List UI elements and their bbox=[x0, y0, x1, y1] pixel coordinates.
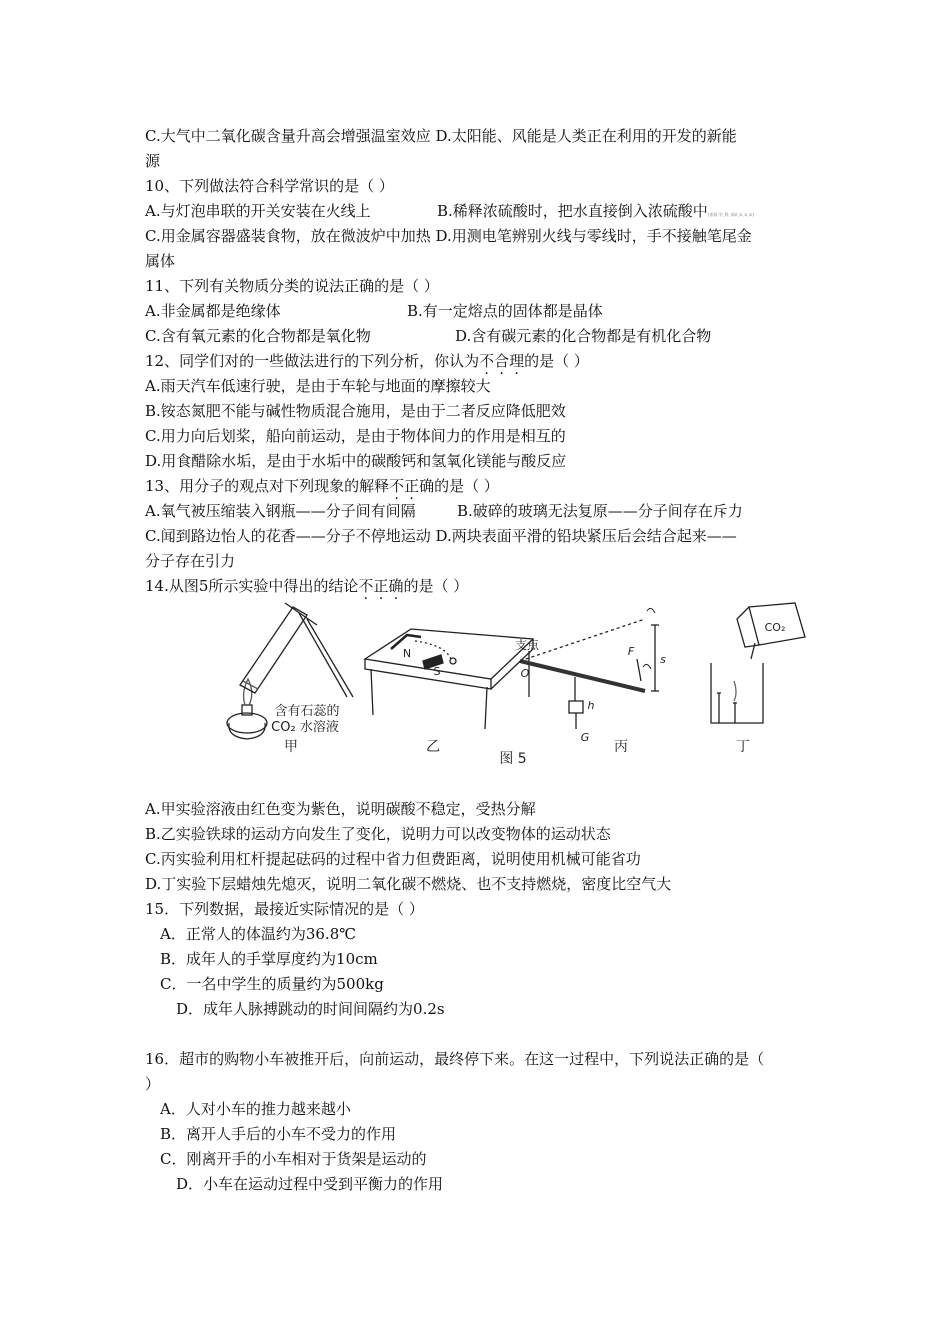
question-11: 11、下列有关物质分类的说法正确的是（ ） bbox=[145, 277, 439, 295]
experiment-yi-apparatus bbox=[365, 629, 533, 729]
q14-option-b: B.乙实验铁球的运动方向发生了变化，说明力可以改变物体的运动状态 bbox=[145, 825, 611, 843]
source-watermark: [来源:学_科_网Z_X_X_K] bbox=[707, 212, 754, 217]
figure-caption: 图 5 bbox=[499, 751, 527, 767]
q12-option-d: D.用食醋除水垢，是由于水垢中的碳酸钙和氢氧化镁能与酸反应 bbox=[145, 452, 567, 470]
option-line-cont: 源 bbox=[145, 152, 161, 170]
label-jia: 甲 bbox=[284, 739, 298, 755]
weight-g-label: G bbox=[580, 731, 590, 744]
q11-options-ab bbox=[145, 301, 603, 321]
q14-stem: 14.从图5所示实验中得出的结论 bbox=[145, 577, 359, 595]
q10-option-a: A.与灯泡串联的开关安装在火线上 bbox=[145, 202, 371, 220]
q11-option-a: A.非金属都是绝缘体 bbox=[145, 302, 281, 320]
option-line: C.大气中二氧化碳含量升高会增强温室效应 D.太阳能、风能是人类正在利用的开发的新能 bbox=[145, 127, 737, 145]
q14-option-a: A.甲实验溶液由红色变为紫色，说明碳酸不稳定，受热分解 bbox=[145, 800, 536, 818]
figure-5 bbox=[215, 597, 830, 773]
q16-option-a: A．人对小车的推力越来越小 bbox=[160, 1100, 351, 1118]
question-15: 15．下列数据，最接近实际情况的是（ ） bbox=[145, 900, 424, 918]
magnet-s-label: S bbox=[433, 665, 441, 678]
q13-option-d-cont: 分子存在引力 bbox=[145, 552, 236, 570]
q13-stem-end: 确的是（ ） bbox=[419, 477, 499, 495]
distance-s-label: s bbox=[660, 653, 666, 666]
q12-stem: 12、同学们对的一些做法进行的下列分析，你认为 bbox=[145, 352, 480, 370]
q15-option-b: B．成年人的手掌厚度约为10cm bbox=[160, 950, 378, 968]
q14-option-c: C.丙实验利用杠杆提起砝码的过程中省力但费距离，说明使用机械可能省功 bbox=[145, 850, 641, 868]
q11-options-cd bbox=[145, 326, 711, 346]
label-bing: 丙 bbox=[614, 739, 628, 755]
experiment-ding-apparatus bbox=[711, 603, 805, 723]
q13-option-b: B.破碎的玻璃无法复原——分子间存在斥力 bbox=[457, 502, 743, 520]
emphasis-char: 不 bbox=[389, 477, 405, 495]
question-16: 16．超市的购物小车被推开后，向前运动，最终停下来。在这一过程中，下列说法正确的是（ bbox=[145, 1050, 765, 1068]
emphasis-char: 确 bbox=[388, 577, 404, 595]
q16-option-b: B．离开人手后的小车不受力的作用 bbox=[160, 1125, 397, 1143]
q11-option-d: D.含有碳元素的化合物都是有机化合物 bbox=[455, 327, 712, 345]
fulcrum-label: 支点 bbox=[514, 638, 540, 652]
solution-label-line1: 含有石蕊的 bbox=[274, 704, 340, 719]
q12-stem-end: 的是（ ） bbox=[524, 352, 589, 370]
question-14 bbox=[145, 576, 468, 596]
question-10: 10、下列做法符合科学常识的是（ ） bbox=[145, 177, 394, 195]
q14-stem-end: 的是（ ） bbox=[403, 577, 469, 595]
q10-options-cd: C.用金属容器盛装食物，放在微波炉中加热 D.用测电笔辨别火线与零线时，手不接触笔尾金 bbox=[145, 227, 752, 245]
q10-option-b: B.稀释浓硫酸时，把水直接倒入浓硫酸中 bbox=[437, 202, 708, 220]
question-16-cont: ） bbox=[145, 1075, 161, 1093]
q12-option-c: C.用力向后划桨，船向前运动，是由于物体间力的作用是相互的 bbox=[145, 427, 566, 445]
q12-option-a: A.雨天汽车低速行驶，是由于车轮与地面的摩擦较大 bbox=[145, 377, 491, 395]
q15-option-a: A．正常人的体温约为36.8℃ bbox=[160, 925, 357, 943]
q10-option-d-cont: 属体 bbox=[145, 252, 176, 270]
q13-options-cd: C.闻到路边怡人的花香——分子不停地运动 D.两块表面平滑的铅块紧压后会结合起来—— bbox=[145, 527, 737, 545]
q16-option-c: C．刚离开手的小车相对于货架是运动的 bbox=[160, 1150, 427, 1168]
q10-options-ab bbox=[145, 201, 754, 225]
co2-bottle-label: CO₂ bbox=[764, 621, 786, 634]
point-o-label: O bbox=[520, 667, 530, 680]
question-12 bbox=[145, 351, 589, 371]
q11-option-c: C.含有氧元素的化合物都是氧化物 bbox=[145, 327, 371, 345]
q15-option-c: C．一名中学生的质量约为500kg bbox=[160, 975, 384, 993]
emphasis-char: 不 bbox=[479, 352, 495, 370]
emphasis-char: 理 bbox=[509, 352, 525, 370]
q13-option-a: A.氧气被压缩装入钢瓶——分子间有间隔 bbox=[145, 502, 416, 520]
q11-option-b: B.有一定熔点的固体都是晶体 bbox=[407, 302, 603, 320]
q12-option-b: B.铵态氮肥不能与碱性物质混合施用，是由于二者反应降低肥效 bbox=[145, 402, 566, 420]
q16-option-d: D．小车在运动过程中受到平衡力的作用 bbox=[176, 1175, 444, 1193]
q14-option-d: D.丁实验下层蜡烛先熄灭，说明二氧化碳不燃烧、也不支持燃烧，密度比空气大 bbox=[145, 875, 672, 893]
magnet-n-label: N bbox=[402, 647, 412, 660]
emphasis-char: 正 bbox=[404, 477, 420, 495]
emphasis-char: 合 bbox=[494, 352, 510, 370]
question-13 bbox=[145, 476, 499, 496]
height-h-label: h bbox=[587, 699, 595, 712]
q13-options-ab bbox=[145, 501, 743, 521]
q13-stem: 13、用分子的观点对下列现象的解释 bbox=[145, 477, 390, 495]
emphasis-char: 正 bbox=[373, 577, 389, 595]
solution-label-line2: CO₂ 水溶液 bbox=[271, 720, 339, 735]
label-ding: 丁 bbox=[736, 739, 750, 755]
q15-option-d: D．成年人脉搏跳动的时间间隔约为0.2s bbox=[176, 1000, 445, 1018]
label-yi: 乙 bbox=[426, 739, 440, 755]
emphasis-char: 不 bbox=[358, 577, 374, 595]
force-f-label: F bbox=[627, 645, 635, 658]
